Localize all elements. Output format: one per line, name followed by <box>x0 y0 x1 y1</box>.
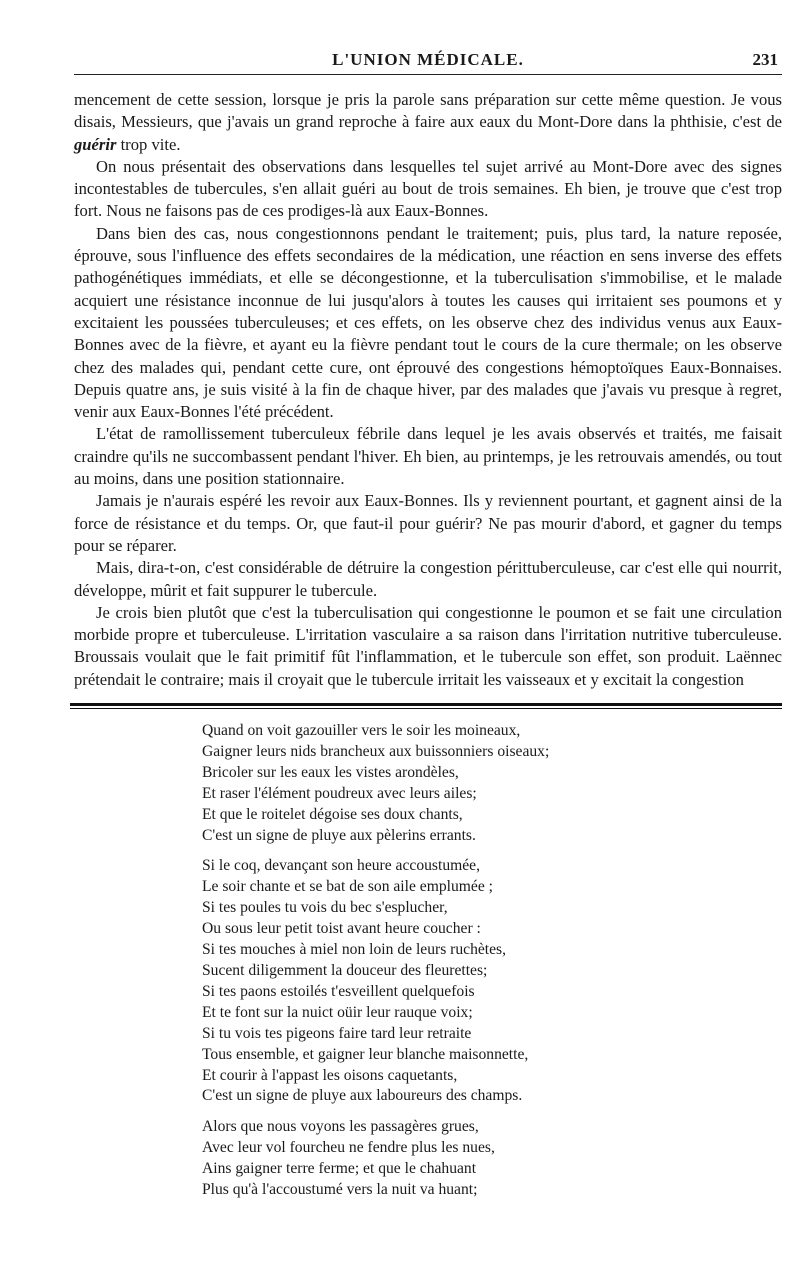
poem-stanza <box>202 721 782 846</box>
section-divider <box>70 703 782 709</box>
poem-line: Ou sous leur petit toist avant heure coucher : <box>202 920 481 938</box>
poem-line: C'est un signe de pluye aux pèlerins errants. <box>202 826 476 844</box>
poem-stanza <box>202 856 782 1107</box>
paragraph: Je crois bien plutôt que c'est la tuberculisation qui congestionne le poumon et se fait une circulation morbide propre et tuberculeuse. L'irritation vasculaire a sa raison dans l'irritation nutritive tuberculeuse. Broussais voulait que le fait primitif fût l'inflammation, et le tubercule son effet, son produit. Laënnec prétendait le contraire; mais il croyait que le tubercule irritait les vaisseaux et y excitait la congestion <box>74 602 782 689</box>
running-header <box>74 44 782 75</box>
paragraph: Dans bien des cas, nous congestionnons pendant le traitement; puis, plus tard, la nature reposée, éprouve, sous l'influence des effets secondaires de la médication, une réaction en sens inverse des effets pathogénétiques immédiats, et elle se décongestionne, et la tuberculisation s'immobilise, et le malade acquiert une résistance inconnue de lui jusqu'alors à toutes les causes qui irritaient ses poumons et y excitaient les poussées tuberculeuses; et ces effets, on les observe chez des individus venus aux Eaux-Bonnes avec de la fièvre, et ayant eu la fièvre pendant tout le cours de la cure thermale; on les observe chez des malades qui, pendant cette cure, ont éprouvé des congestions hémoptoïques Eaux-Bonnaises. Depuis quatre ans, je suis visité à la fin de chaque hiver, par des malades que j'avais vu presque à regret, venir aux Eaux-Bonnes l'été précédent. <box>74 223 782 422</box>
poem-line: Plus qu'à l'accoustumé vers la nuit va huant; <box>202 1181 478 1199</box>
poem-stanza <box>202 1117 782 1201</box>
paragraph: mencement de cette session, lorsque je pris la parole sans préparation sur cette même question. Je vous disais, Messieurs, que j'avais un grand reproche à faire aux eaux du Mont-Dore dans la phthisie, c'est de guérir trop vite. <box>74 90 782 154</box>
paragraph: L'état de ramollissement tuberculeux fébrile dans lequel je les avais observés et traités, me faisait craindre qu'ils ne succombassent pendant l'hiver. Eh bien, au printemps, je les retrouvais amendés, ou tout au moins, dans une position stationnaire. <box>74 424 782 489</box>
poem <box>202 721 782 1201</box>
poem-line: Si tes mouches à miel non loin de leurs ruchètes, <box>202 941 507 959</box>
poem-line: Avec leur vol fourcheu ne fendre plus les nues, <box>202 1139 495 1157</box>
poem-line: Ains gaigner terre ferme; et que le chahuant <box>202 1160 477 1178</box>
poem-line: Sucent diligemment la douceur des fleurettes; <box>202 961 488 979</box>
poem-line: Le soir chante et se bat de son aile emplumée ; <box>202 878 493 896</box>
poem-line: Si tes paons estoilés t'esveillent quelquefois <box>202 982 475 1000</box>
paragraph: Jamais je n'aurais espéré les revoir aux Eaux-Bonnes. Ils y reviennent pourtant, et gagnent ainsi de la force de résistance et du temps. Or, que faut-il pour guérir? Ne pas mourir d'abord, et gagner du temps pour se réparer. <box>74 491 782 555</box>
poem-line: Quand on voit gazouiller vers le soir les moineaux, <box>202 722 521 740</box>
poem-line: Tous ensemble, et gaigner leur blanche maisonnette, <box>202 1045 529 1063</box>
poem-line: Si le coq, devançant son heure accoustumée, <box>202 857 480 875</box>
poem-line: Et raser l'élément poudreux avec leurs ailes; <box>202 784 477 802</box>
poem-line: Gaigner leurs nids brancheux aux buissonniers oiseaux; <box>202 742 550 760</box>
page-number: 231 <box>752 50 778 69</box>
poem-line: Et courir à l'appast les oisons caquetants, <box>202 1066 458 1084</box>
emphasized-word: guérir <box>74 134 117 154</box>
article-body <box>74 89 782 691</box>
poem-line: Bricoler sur les eaux les vistes arondèles, <box>202 763 459 781</box>
poem-line: C'est un signe de pluye aux laboureurs des champs. <box>202 1087 523 1105</box>
journal-title: L'UNION MÉDICALE. <box>332 50 524 69</box>
poem-line: Si tu vois tes pigeons faire tard leur retraite <box>202 1024 472 1042</box>
poem-line: Et que le roitelet dégoise ses doux chants, <box>202 805 463 823</box>
poem-line: Si tes poules tu vois du bec s'esplucher, <box>202 899 448 917</box>
poem-line: Alors que nous voyons les passagères grues, <box>202 1118 479 1136</box>
poem-line: Et te font sur la nuict oüir leur rauque voix; <box>202 1003 473 1021</box>
paragraph: Mais, dira-t-on, c'est considérable de détruire la congestion périttuberculeuse, car c'est elle qui nourrit, développe, mûrit et fait suppurer le tubercule. <box>74 558 782 600</box>
paragraph: On nous présentait des observations dans lesquelles tel sujet arrivé au Mont-Dore avec des signes incontestables de tubercules, s'en allait guéri au bout de trois semaines. Eh bien, je trouve que c'est trop fort. Nous ne faisons pas de ces prodiges-là aux Eaux-Bonnes. <box>74 156 782 221</box>
